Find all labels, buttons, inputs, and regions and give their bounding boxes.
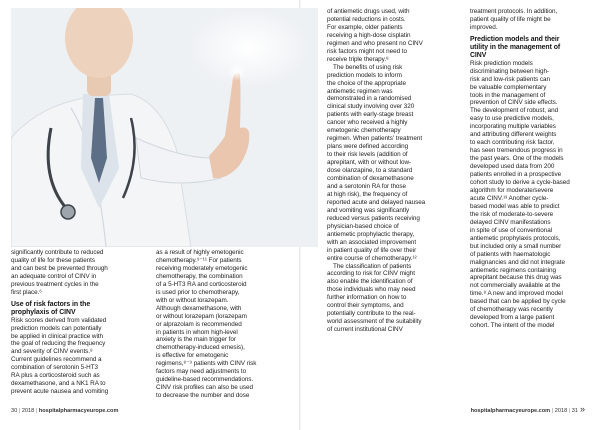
continue-arrow-icon[interactable]: »	[580, 404, 586, 414]
text-line: and attributing different weights	[470, 131, 557, 139]
text-line: the past years. One of the models	[470, 155, 564, 163]
text-line: aprepitant, with or without low-	[327, 159, 412, 167]
text-line: further information on how to	[327, 294, 407, 302]
text-line: regimen and who present no CINV	[327, 39, 423, 47]
footer-site-right[interactable]: hospitalpharmacyeurope.com	[470, 408, 551, 414]
text-line: dose olanzapine, to a standard	[327, 167, 413, 175]
text-line: antiemetic prophylactic therapy,	[327, 230, 415, 238]
text-line: to their risk levels (addition of	[327, 151, 408, 159]
text-line: dexamethasone, and a NK1 RA to	[11, 380, 106, 388]
text-line: physician-based choice of	[327, 222, 399, 230]
text-line: patients enrolled in a prospective	[470, 171, 562, 179]
text-line: based model was able to predict	[470, 202, 560, 210]
text-line: anxiety is the main trigger for	[156, 336, 236, 344]
text-line: of current institutional CINV	[327, 326, 403, 334]
text-line: also enable the identification of	[327, 278, 413, 286]
section-heading-prediction-models: Prediction models and their utility in the management of CINV	[470, 35, 561, 59]
text-line: and a serotonin RA for those	[327, 182, 407, 190]
text-line: developed from a large patient	[470, 314, 555, 322]
column-3	[327, 8, 462, 334]
text-line: aprepitant because this drug was	[470, 274, 562, 282]
text-line: and can best be prevented through	[11, 264, 108, 272]
right-page-footer	[471, 408, 578, 414]
text-line: combination of serotonin 5-HT3	[11, 364, 99, 372]
text-line: tools in the management of	[470, 91, 546, 99]
page-number-right: 31	[571, 408, 578, 414]
text-line: acute CINV.¹³ Another cycle-	[470, 194, 549, 202]
text-line: is effective for emetogenic	[156, 352, 229, 360]
text-line: previous treatment cycles in the	[11, 280, 99, 288]
footer-separator: |	[551, 408, 554, 414]
text-line: patient quality of life might be	[470, 15, 551, 23]
text-line: prediction models to inform	[327, 71, 402, 79]
text-line: cancer who received a highly	[327, 119, 408, 127]
text-line: demonstrated in a randomised	[327, 95, 412, 103]
text-line: Current guidelines recommend a	[11, 356, 102, 364]
text-line: or without lorazepam (lorazepam	[156, 312, 247, 320]
text-line: the goal of reducing the frequency	[11, 340, 106, 348]
footer-site-left[interactable]: hospitalpharmacyeurope.com	[38, 408, 119, 414]
text-line: is used prior to chemotherapy,	[156, 288, 240, 296]
text-line: prediction models can potentially	[11, 324, 102, 332]
text-line: receiving moderately emetogenic	[156, 264, 248, 272]
footer-separator: |	[18, 408, 21, 414]
text-line: not commercially available at the	[470, 282, 561, 290]
text-line: and severity of CINV events.⁸	[11, 348, 93, 356]
text-line: those individuals who may need	[327, 286, 416, 294]
text-line: entire course of chemotherapy.¹²	[327, 254, 417, 262]
text-line: with or without lorazepam.	[156, 296, 229, 304]
text-line: as a result of highly emetogenic	[156, 249, 244, 256]
text-line: improved.	[470, 23, 498, 31]
text-line: of patients with haematologic	[470, 250, 551, 258]
text-line: world assessment of the suitability	[327, 318, 422, 326]
text-line: or alprazolam is recommended	[156, 320, 242, 328]
text-line: emetogenic chemotherapy	[327, 127, 401, 135]
text-line: malignancies and did not integrate	[470, 258, 565, 266]
text-line: time.⁸ A new and improved model	[470, 290, 563, 298]
text-line: an adequate control of CINV in	[11, 272, 97, 280]
text-line: regimens,⁸⁻⁹ patients with CINV risk	[156, 360, 257, 368]
text-line: receiving a high-dose cisplatin	[327, 31, 411, 39]
text-line: to decrease the number and dose	[156, 392, 250, 400]
text-line: regimen. When patients’ treatment	[327, 135, 423, 143]
text-line: the risk of moderate-to-severe	[470, 210, 554, 218]
doctor-photo	[11, 8, 318, 247]
text-line: delayed CINV manifestations	[470, 218, 551, 226]
text-line: combination of dexamethasone	[327, 175, 414, 183]
text-line: The development of robust, and	[470, 107, 559, 115]
text-line: clinical study involving over 320	[327, 103, 415, 111]
column-4	[470, 8, 598, 330]
text-line: CINV risk profiles can also be used	[156, 384, 253, 392]
page-number-left: 30	[11, 408, 18, 414]
text-line: The classification of patients	[333, 262, 412, 270]
footer-separator: |	[35, 408, 38, 414]
section-heading-risk-factors: Use of risk factors in the prophylaxis of CINV	[11, 300, 91, 316]
text-line: has seen tremendous progress in	[470, 147, 563, 155]
text-line: but included only a small number	[470, 242, 562, 250]
column-2	[156, 249, 293, 400]
text-line: For example, older patients	[327, 23, 403, 31]
text-line: of a 5-HT3 RA and corticosteroid	[156, 280, 247, 288]
text-line: according to risk for CINV might	[327, 270, 415, 278]
text-line: risk factors might not need to	[327, 47, 407, 55]
text-line: quality of life for these patients	[11, 256, 95, 264]
text-line: be applied in clinical practice with	[11, 332, 103, 340]
text-line: at high risk), the frequency of	[327, 190, 408, 198]
text-line: discriminating between high-	[470, 67, 549, 75]
text-line: chemotherapy, the combination	[156, 272, 243, 280]
text-line: incorporating multiple variables	[470, 123, 556, 131]
column-1	[11, 249, 148, 396]
text-line: Risk scores derived from validated	[11, 316, 107, 324]
text-line: algorithm for moderate/severe	[470, 186, 554, 194]
text-line: receive triple therapy.⁸	[327, 55, 389, 63]
text-line: prevent acute nausea and vomiting	[11, 388, 109, 396]
text-line: in patient quality of life over their	[327, 246, 417, 254]
text-line: prevention of CINV side effects.	[470, 99, 558, 107]
text-line: RA plus a corticosteroid such as	[11, 372, 100, 380]
text-line: of chemotherapy was recently	[470, 306, 553, 314]
text-line: plans were defined according	[327, 143, 409, 151]
text-line: guideline-based recommendations.	[156, 376, 254, 384]
text-line: and vomiting was significantly	[327, 206, 410, 214]
text-line: chemotherapy-induced emesis),	[156, 344, 245, 352]
text-line: potential reductions in costs.	[327, 15, 406, 23]
text-line: Risk prediction models	[470, 59, 533, 67]
text-line: to each contributing risk factor,	[470, 139, 555, 147]
text-line: factors may need adjustments to	[156, 368, 247, 376]
text-line: significantly contribute to reduced	[11, 249, 104, 256]
text-line: antiemetic regimens containing	[470, 266, 556, 274]
text-line: antiemetic prophylaxis protocols,	[470, 234, 561, 242]
text-line: developed used data from 200	[470, 163, 555, 171]
text-line: in spite of use of conventional	[470, 226, 553, 234]
left-page-footer	[11, 408, 118, 414]
text-line: the choice of the appropriate	[327, 79, 406, 87]
text-line: The benefits of using risk	[333, 63, 403, 71]
text-line: reduced versus patients receiving	[327, 214, 420, 222]
text-line: with an associated improvement	[327, 238, 417, 246]
text-line: potentially contribute to the real-	[327, 310, 416, 318]
text-line: antiemetic regimen was	[327, 87, 393, 95]
text-line: patients with early-stage breast	[327, 111, 414, 119]
text-line: reported acute and delayed nausea	[327, 198, 426, 206]
text-line: be valuable complementary	[470, 83, 547, 91]
footer-separator: |	[568, 408, 571, 414]
text-line: cohort study to derive a cycle-based	[470, 179, 570, 187]
footer-year-right: 2018	[554, 408, 568, 414]
text-line: chemotherapy.⁹⁻¹¹ For patients	[156, 256, 242, 264]
text-line: of antiemetic drugs used, with	[327, 8, 410, 15]
footer-year-left: 2018	[21, 408, 35, 414]
text-line: risk and low-risk patients can	[470, 75, 550, 83]
text-line: first place.⁶	[11, 288, 42, 296]
text-line: cohort. The intent of the model	[470, 322, 555, 330]
text-line: in patients in whom high-level	[156, 328, 238, 336]
doctor-touching-screen-illustration	[11, 8, 318, 247]
text-line: control their symptoms, and	[327, 302, 404, 310]
text-line: treatment protocols. In addition,	[470, 8, 558, 15]
text-line: based that can be applied by cycle	[470, 298, 566, 306]
text-line: easy to use predictive models,	[470, 115, 554, 123]
text-line: Although dexamethasone, with	[156, 304, 242, 312]
